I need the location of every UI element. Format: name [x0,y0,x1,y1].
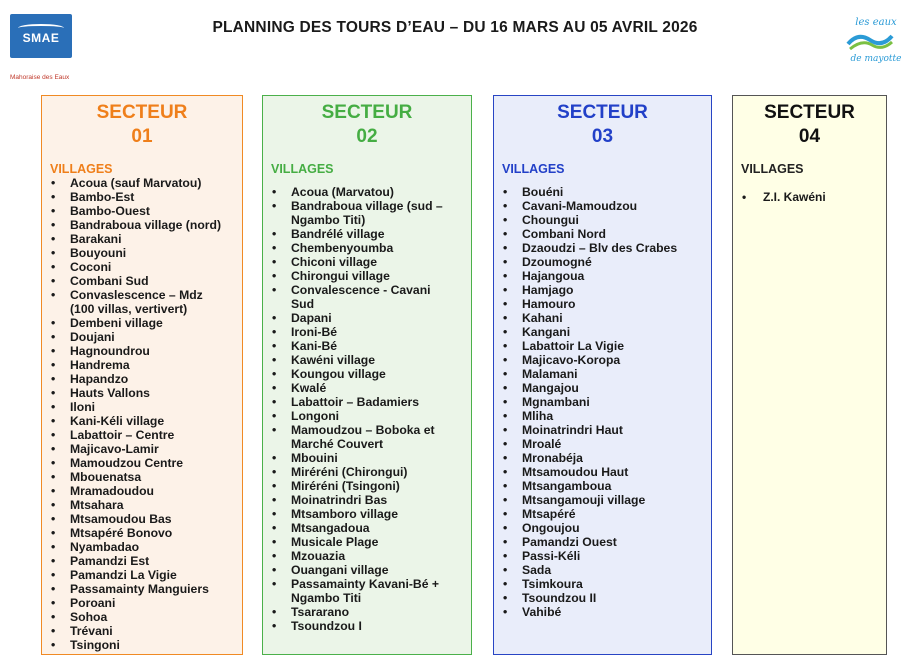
village-item: • Combani Sud [42,274,242,288]
village-item: • Labattoir – Centre [42,428,242,442]
smae-logo-subtitle: Mahoraise des Eaux [10,74,70,81]
village-item: • Passi-Kéli [494,549,711,563]
sector-02-column [262,95,472,655]
village-item: • Mtsamboro village [263,507,471,521]
village-list [494,185,711,619]
village-item: • Mamoudzou Centre [42,456,242,470]
village-item: • Mzouazia [263,549,471,563]
village-item: • Kani-Kéli village [42,414,242,428]
village-item: • Longoni [263,409,471,423]
village-item: • Hamjago [494,283,711,297]
village-item: • Pamandzi Est [42,554,242,568]
village-item: • Malamani [494,367,711,381]
villages-heading: VILLAGES [50,162,113,176]
village-item: • Labattoir La Vigie [494,339,711,353]
village-item: • Majicavo-Lamir [42,442,242,456]
sector-title: SECTEUR 02 [321,102,413,147]
village-item: • Passamainty Kavani-Bé + Ngambo Titi [263,577,471,605]
village-item: • Mtsangamboua [494,479,711,493]
village-item: • Mbouenatsa [42,470,242,484]
village-item: • Convaslescence – Mdz (100 villas, vertivert) [42,288,242,316]
wave-icon [846,30,894,52]
village-item: • Mramadoudou [42,484,242,498]
village-item: • Bandraboua village (nord) [42,218,242,232]
village-item: • Convalescence - Cavani Sud [263,283,471,311]
village-item: • Sada [494,563,711,577]
page-title: PLANNING DES TOURS D’EAU – DU 16 MARS AU 05 AVRIL 2026 [212,19,698,36]
logo-right-top-text: les eaux [855,17,897,28]
village-item: • Kani-Bé [263,339,471,353]
village-item: • Barakani [42,232,242,246]
village-item: • Coconi [42,260,242,274]
village-item: • Ouangani village [263,563,471,577]
villages-heading: VILLAGES [502,162,565,176]
village-item: • Mgnambani [494,395,711,409]
village-item: • Kangani [494,325,711,339]
sector-title: SECTEUR 04 [764,102,855,147]
village-item: • Koungou village [263,367,471,381]
village-item: • Vahibé [494,605,711,619]
village-item: • Ironi-Bé [263,325,471,339]
village-item: • Mronabéja [494,451,711,465]
village-item: • Dzaoudzi – Blv des Crabes [494,241,711,255]
village-item: • Moinatrindri Bas [263,493,471,507]
village-item: • Tsingoni [42,638,242,652]
village-item: • Poroani [42,596,242,610]
village-item: • Tsoundzou II [494,591,711,605]
village-item: • Bambo-Est [42,190,242,204]
eaux-de-mayotte-logo [846,17,906,75]
village-item: • Sohoa [42,610,242,624]
village-item: • Chembenyoumba [263,241,471,255]
village-item: • Mtsamoudou Bas [42,512,242,526]
village-item: • Pamandzi La Vigie [42,568,242,582]
village-item: • Tsararano [263,605,471,619]
village-item: • Bouéni [494,185,711,199]
village-item: • Mbouini [263,451,471,465]
village-item: • Mroalé [494,437,711,451]
village-item: • Hajangoua [494,269,711,283]
village-item: • Bambo-Ouest [42,204,242,218]
village-list [42,176,242,652]
village-item: • Doujani [42,330,242,344]
village-item: • Acoua (sauf Marvatou) [42,176,242,190]
village-item: • Mtsangadoua [263,521,471,535]
village-item: • Ongoujou [494,521,711,535]
village-item: • Combani Nord [494,227,711,241]
village-item: • Mangajou [494,381,711,395]
village-item: • Pamandzi Ouest [494,535,711,549]
village-item: • Mamoudzou – Boboka et Marché Couvert [263,423,471,451]
village-item: • Mtsangamouji village [494,493,711,507]
village-item: • Mtsapéré [494,507,711,521]
village-item: • Mliha [494,409,711,423]
village-item: • Miréréni (Chirongui) [263,465,471,479]
village-item: • Trévani [42,624,242,638]
sector-01-column [41,95,243,655]
smae-logo-text: SMAE [22,31,60,45]
village-item: • Hapandzo [42,372,242,386]
village-item: • Iloni [42,400,242,414]
village-item: • Chiconi village [263,255,471,269]
village-item: • Majicavo-Koropa [494,353,711,367]
village-item: • Dembeni village [42,316,242,330]
logo-right-bottom-text: de mayotte [850,54,902,64]
village-item: • Cavani-Mamoudzou [494,199,711,213]
village-list [263,185,471,633]
village-item: • Moinatrindri Haut [494,423,711,437]
village-item: • Kahani [494,311,711,325]
village-item: • Choungui [494,213,711,227]
village-item: • Mtsahara [42,498,242,512]
villages-heading: VILLAGES [741,162,804,176]
sector-03-column [493,95,712,655]
village-item: • Mtsapéré Bonovo [42,526,242,540]
village-item: • Bandraboua village (sud – Ngambo Titi) [263,199,471,227]
village-item: • Bouyouni [42,246,242,260]
village-item: • Dzoumogné [494,255,711,269]
sector-title: SECTEUR 03 [557,102,648,147]
village-item: • Kawéni village [263,353,471,367]
village-item: • Acoua (Marvatou) [263,185,471,199]
village-item: • Handrema [42,358,242,372]
village-item: • Hamouro [494,297,711,311]
village-item: • Kwalé [263,381,471,395]
village-item: • Nyambadao [42,540,242,554]
village-item: • Tsimkoura [494,577,711,591]
village-item: • Hauts Vallons [42,386,242,400]
villages-heading: VILLAGES [271,162,334,176]
village-item: • Dapani [263,311,471,325]
village-item: • Musicale Plage [263,535,471,549]
village-item: • Miréréni (Tsingoni) [263,479,471,493]
village-item: • Mtsamoudou Haut [494,465,711,479]
village-list [733,190,886,204]
village-item: • Passamainty Manguiers [42,582,242,596]
village-item: • Z.I. Kawéni [733,190,886,204]
village-item: • Bandrélé village [263,227,471,241]
village-item: • Hagnoundrou [42,344,242,358]
village-item: • Labattoir – Badamiers [263,395,471,409]
sector-04-column [732,95,887,655]
sector-title: SECTEUR 01 [96,102,188,147]
village-item: • Tsoundzou I [263,619,471,633]
village-item: • Chirongui village [263,269,471,283]
